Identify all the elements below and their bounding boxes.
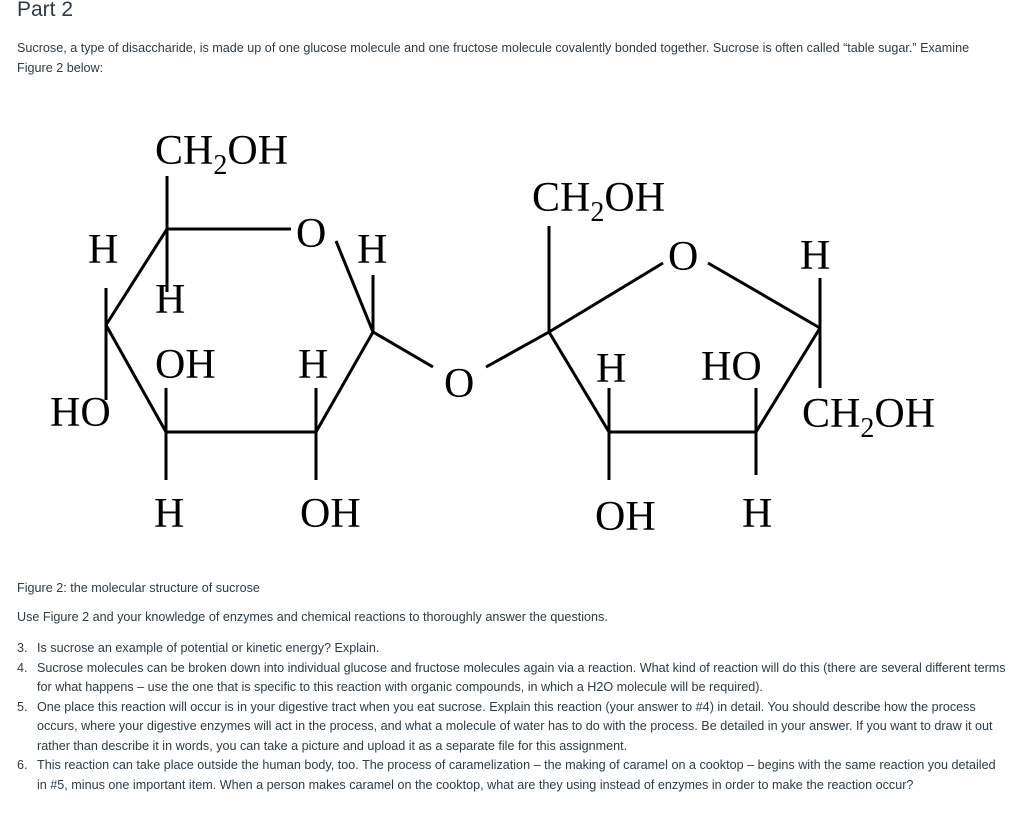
fructose-c3-oh-label: OH bbox=[595, 494, 656, 540]
question-number: 5. bbox=[17, 699, 28, 714]
glucose-c3-h-label: H bbox=[154, 491, 185, 537]
question-number: 4. bbox=[17, 660, 28, 675]
question-text: Is sucrose an example of potential or kinetic energy? Explain. bbox=[37, 641, 380, 655]
glucose-c5-h-label: H bbox=[155, 277, 186, 323]
question-item bbox=[17, 659, 1007, 698]
question-item bbox=[17, 698, 1007, 757]
fructose-ch2oh-bottom-label: $CH_2OH$ bbox=[802, 391, 936, 444]
question-item bbox=[17, 756, 1007, 795]
figure-caption: Figure 2: the molecular structure of sucrose bbox=[17, 581, 260, 595]
question-text: This reaction can take place outside the human body, too. The process of caramelization – the making of caramel on a cooktop – begins with the same reaction you detailed in #5, minus one important item. When a person makes caramel on the cooktop, what are they using instead of enzymes in order to make the reaction occur? bbox=[37, 758, 996, 792]
glucose-ch2oh-label: $CH_2OH$ bbox=[155, 128, 289, 181]
bond-c2-ring-o bbox=[549, 263, 663, 332]
instructions-text: Use Figure 2 and your knowledge of enzymes and chemical reactions to thoroughly answer the questions. bbox=[17, 610, 608, 624]
glucose-c3-oh-label: OH bbox=[155, 342, 216, 388]
glucose-ring bbox=[106, 176, 433, 480]
fructose-c4-ho-label: HO bbox=[701, 344, 762, 390]
fructose-c3-h-label: H bbox=[596, 346, 627, 392]
page-heading: Part 2 bbox=[17, 0, 74, 21]
question-number: 3. bbox=[17, 641, 28, 655]
question-item bbox=[17, 639, 1007, 659]
glucose-c4-h-label: H bbox=[88, 227, 119, 273]
fructose-c5-h-label: H bbox=[800, 233, 831, 279]
fructose-ch2oh-top-label: $CH_2OH$ bbox=[532, 175, 666, 228]
fructose-ring bbox=[486, 226, 820, 480]
question-text: Sucrose molecules can be broken down into individual glucose and fructose molecules again via a reaction. What kind of reaction will do this (there are several different terms for what happens – use the one that is specific to this reaction with organic compounds, in which a H2O molecule will be required). bbox=[37, 660, 1006, 694]
glucose-c2-h-label: H bbox=[298, 342, 329, 388]
fructose-ring-oxygen-label: O bbox=[668, 234, 699, 280]
question-number: 6. bbox=[17, 758, 28, 772]
glucose-c1-h-label: H bbox=[357, 227, 388, 273]
question-list bbox=[17, 639, 1007, 795]
glucose-c4-ho-label: HO bbox=[50, 390, 111, 436]
sucrose-structure-figure bbox=[0, 110, 1024, 550]
glucose-c2-oh-label: OH bbox=[300, 491, 361, 537]
glucose-ring-oxygen-label: O bbox=[296, 211, 327, 257]
glycosidic-oxygen-label: O bbox=[444, 361, 475, 407]
bond-bridge-o-c2 bbox=[486, 332, 549, 367]
bond-c1-bridge-o bbox=[373, 332, 433, 367]
fructose-c4-h-label: H bbox=[742, 491, 773, 537]
question-text: One place this reaction will occur is in your digestive tract when you eat sucrose. Explain this reaction (your answer to #4) in detail. You should describe how the process occurs, where your digestive enzymes will act in the process, and what a molecule of water has to do with the process. Be detailed in your answer. If you want to draw it out rather than describe it in words, you can take a picture and upload it as a separate file for this assignment. bbox=[37, 699, 993, 753]
intro-paragraph: Sucrose, a type of disaccharide, is made up of one glucose molecule and one fructose molecule covalently bonded together. Sucrose is often called “table sugar.” Examine Figure 2 below: bbox=[17, 41, 970, 75]
